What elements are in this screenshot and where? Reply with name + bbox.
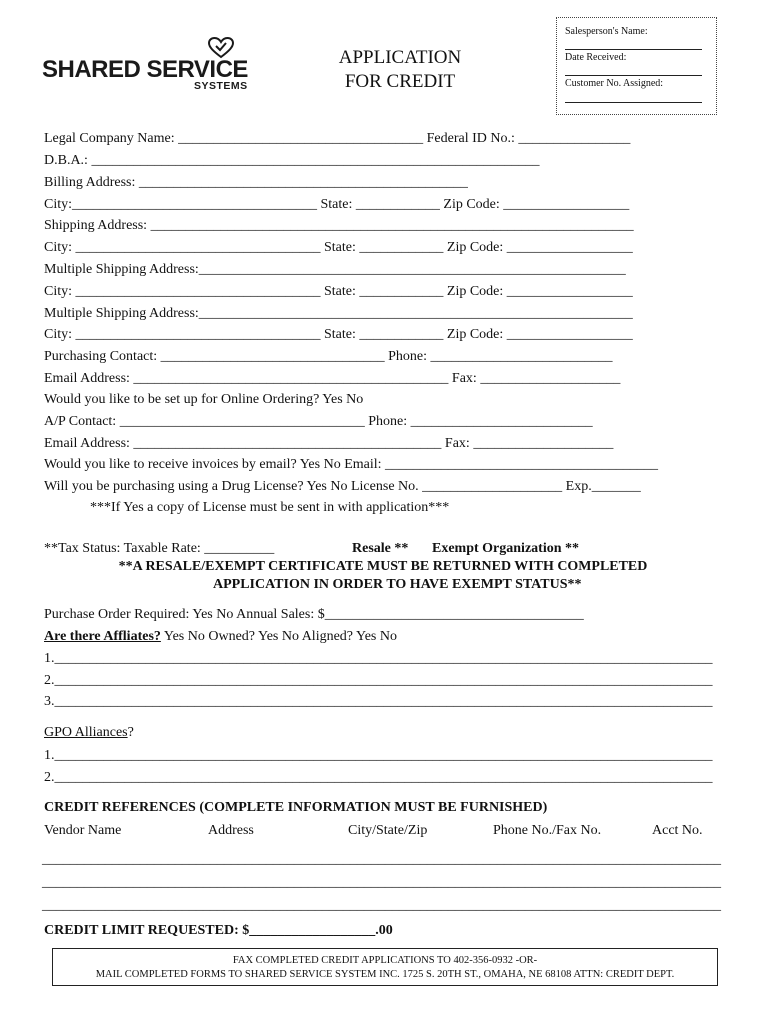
affiliates-options[interactable]: Yes No Owned? Yes No Aligned? Yes No bbox=[160, 629, 397, 644]
exempt-warning-line2: APPLICATION IN ORDER TO HAVE EXEMPT STATUS** bbox=[213, 577, 582, 592]
affiliate-line-3[interactable]: 3.______________________________________________________________________________________________ bbox=[44, 694, 713, 709]
affiliates-label: Are there Affliates? bbox=[44, 629, 161, 644]
column-phone-fax: Phone No./Fax No. bbox=[493, 823, 602, 838]
gpo-label: GPO Alliances bbox=[44, 725, 128, 740]
gpo-row bbox=[44, 724, 134, 742]
salesperson-field[interactable] bbox=[565, 49, 702, 50]
email-fax-line-1[interactable]: Email Address: _____________________________________________ Fax: ____________________ bbox=[44, 371, 621, 386]
purchase-order-line[interactable]: Purchase Order Required: Yes No Annual Sales: $_____________________________________ bbox=[44, 607, 584, 622]
affiliates-row[interactable] bbox=[44, 628, 397, 646]
column-address: Address bbox=[208, 823, 254, 838]
purchasing-contact-line[interactable]: Purchasing Contact: ________________________________ Phone: __________________________ bbox=[44, 349, 613, 364]
dba-line[interactable]: D.B.A.: ________________________________________________________________ bbox=[44, 153, 540, 168]
legal-company-line[interactable]: Legal Company Name: ___________________________________ Federal ID No.: ________________ bbox=[44, 131, 631, 146]
multi-shipping-city-2[interactable]: City: ___________________________________ State: ____________ Zip Code: __________________ bbox=[44, 327, 633, 342]
footer-fax-line: FAX COMPLETED CREDIT APPLICATIONS TO 402-356-0932 -OR- bbox=[232, 955, 538, 966]
footer-mail-line: MAIL COMPLETED FORMS TO SHARED SERVICE SYSTEM INC. 1725 S. 20TH ST., OMAHA, NE 68108 ATTN: CREDIT DEPT. bbox=[95, 969, 675, 980]
billing-city-line[interactable]: City:___________________________________ State: ____________ Zip Code: __________________ bbox=[44, 197, 630, 212]
office-use-box bbox=[556, 17, 717, 115]
credit-limit-line[interactable]: CREDIT LIMIT REQUESTED: $__________________.00 bbox=[44, 923, 393, 938]
company-logo: SHARED SERVICE bbox=[42, 56, 248, 83]
date-received-field[interactable] bbox=[565, 75, 702, 76]
form-title-line1: APPLICATION bbox=[338, 47, 462, 68]
credit-reference-row-1[interactable]: _________________________________________________________________________________________________ bbox=[42, 852, 721, 867]
column-acct-no: Acct No. bbox=[652, 823, 703, 838]
multi-shipping-line-2[interactable]: Multiple Shipping Address:______________________________________________________________ bbox=[44, 306, 633, 321]
customer-no-label: Customer No. Assigned: bbox=[565, 78, 664, 89]
credit-references-heading: CREDIT REFERENCES (COMPLETE INFORMATION MUST BE FURNISHED) bbox=[44, 800, 548, 815]
credit-reference-row-2[interactable]: _________________________________________________________________________________________________ bbox=[42, 875, 721, 890]
customer-no-field[interactable] bbox=[565, 102, 702, 103]
multi-shipping-city-1[interactable]: City: ___________________________________ State: ____________ Zip Code: __________________ bbox=[44, 284, 633, 299]
credit-reference-row-3[interactable]: _________________________________________________________________________________________________ bbox=[42, 898, 721, 913]
ap-contact-line[interactable]: A/P Contact: ___________________________________ Phone: __________________________ bbox=[44, 414, 593, 429]
drug-license-question[interactable]: Will you be purchasing using a Drug License? Yes No License No. ____________________ Exp._______ bbox=[44, 479, 641, 494]
exempt-option[interactable]: Exempt Organization ** bbox=[432, 541, 579, 556]
drug-license-note: ***If Yes a copy of License must be sent in with application*** bbox=[90, 500, 450, 515]
affiliate-line-2[interactable]: 2.______________________________________________________________________________________________ bbox=[44, 673, 713, 688]
affiliate-line-1[interactable]: 1.______________________________________________________________________________________________ bbox=[44, 651, 713, 666]
billing-address-line[interactable]: Billing Address: _______________________________________________ bbox=[44, 175, 468, 190]
column-city-state-zip: City/State/Zip bbox=[348, 823, 428, 838]
form-title-line2: FOR CREDIT bbox=[344, 71, 456, 92]
gpo-line-2[interactable]: 2.______________________________________________________________________________________________ bbox=[44, 770, 713, 785]
resale-option[interactable]: Resale ** bbox=[352, 541, 409, 556]
gpo-question-mark: ? bbox=[127, 725, 134, 740]
gpo-line-1[interactable]: 1.______________________________________________________________________________________________ bbox=[44, 748, 713, 763]
column-vendor-name: Vendor Name bbox=[44, 823, 122, 838]
exempt-warning-line1: **A RESALE/EXEMPT CERTIFICATE MUST BE RETURNED WITH COMPLETED bbox=[118, 559, 648, 574]
online-ordering-question[interactable]: Would you like to be set up for Online Ordering? Yes No bbox=[44, 392, 364, 407]
email-fax-line-2[interactable]: Email Address: ____________________________________________ Fax: ____________________ bbox=[44, 436, 614, 451]
tax-status-line[interactable]: **Tax Status: Taxable Rate: __________ bbox=[44, 541, 275, 556]
shipping-address-line[interactable]: Shipping Address: _____________________________________________________________________ bbox=[44, 218, 634, 233]
multi-shipping-line-1[interactable]: Multiple Shipping Address:_____________________________________________________________ bbox=[44, 262, 626, 277]
footer-instructions-box bbox=[52, 948, 718, 986]
company-logo-sub: SYSTEMS bbox=[194, 80, 248, 92]
invoice-email-question[interactable]: Would you like to receive invoices by email? Yes No Email: _______________________________________ bbox=[44, 457, 659, 472]
date-received-label: Date Received: bbox=[565, 52, 627, 63]
shipping-city-line[interactable]: City: ___________________________________ State: ____________ Zip Code: __________________ bbox=[44, 240, 633, 255]
salesperson-label: Salesperson's Name: bbox=[565, 26, 648, 37]
